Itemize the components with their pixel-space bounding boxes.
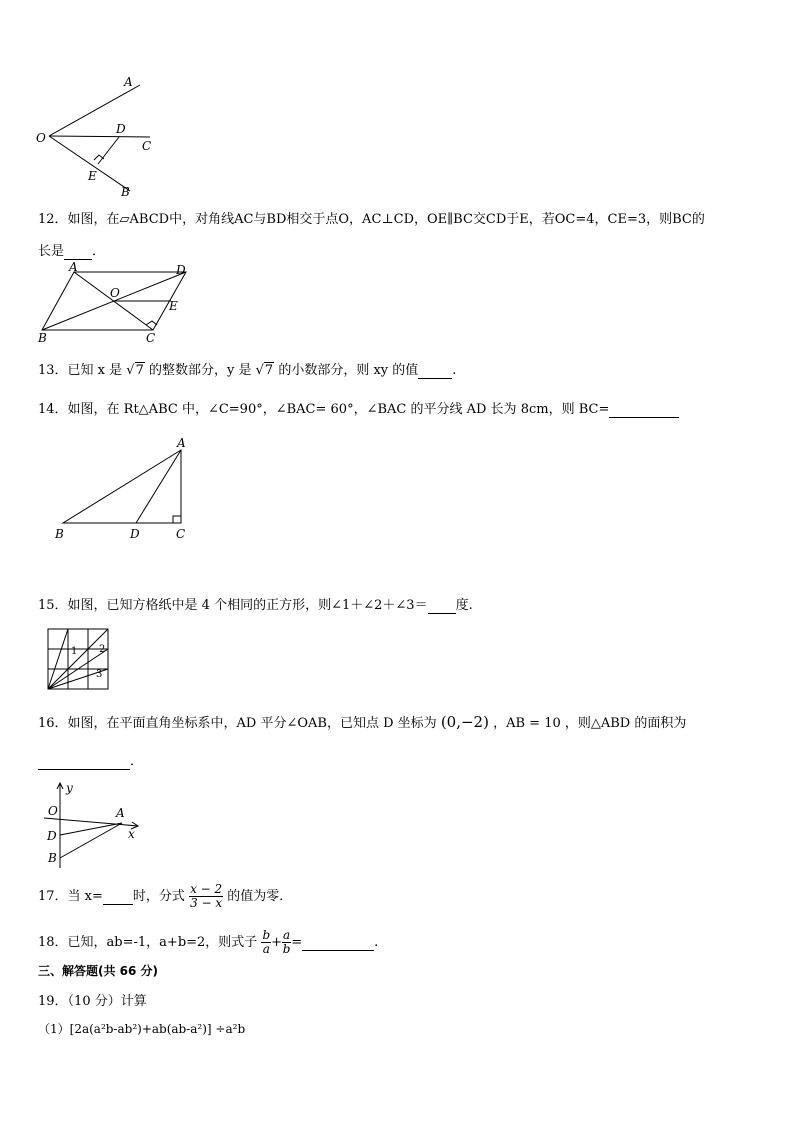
figure-right-triangle — [50, 435, 200, 545]
label-d: D — [47, 829, 57, 843]
figure-parallelogram — [34, 260, 194, 345]
q16-coord: (0,−2) — [440, 713, 489, 731]
q13-text-1: 13．已知 x 是 — [38, 363, 123, 378]
angle-label-1: 1 — [71, 646, 78, 657]
fraction-a-over-b — [282, 929, 291, 956]
equals-sign: = — [291, 935, 303, 950]
section-heading: 三、解答题(共 66 分) — [38, 964, 159, 978]
numerator: x − 2 — [190, 882, 223, 896]
q13-line — [38, 359, 456, 379]
q16-line2 — [38, 750, 143, 770]
q16-line1 — [38, 712, 686, 731]
figure-grid-angles — [46, 627, 112, 691]
q12-line1: 12．如图，在▱ABCD中，对角线AC与BD相交于点O，AC⊥CD，OE∥BC交CD于E，若OC=4，CE=3，则BC的 — [38, 212, 705, 227]
label-o: O — [110, 286, 120, 300]
label-d: D — [116, 122, 126, 136]
q18-text-1: 18．已知，ab=-1，a+b=2，则式子 — [38, 935, 258, 950]
q19-subquestion-1: （1）[2a(a²b-ab²)+ab(ab-a²)] ÷a²b — [38, 1022, 246, 1036]
q18-line — [38, 929, 378, 956]
angle-label-2: 2 — [99, 644, 106, 655]
q13-text-2: 的整数部分，y 是 — [149, 363, 252, 378]
q14-text: 14．如图，在 Rt△ABC 中，∠C=90°，∠BAC= 60°，∠BAC 的平分线 AD 长为 8cm，则 BC= — [38, 402, 610, 417]
label-b: B — [48, 851, 57, 865]
q18-end: . — [374, 935, 379, 950]
fraction — [189, 883, 223, 910]
sqrt-7: √7 — [255, 363, 274, 378]
sqrt-7: √7 — [126, 363, 144, 378]
numerator: b — [262, 928, 271, 942]
fraction-b-over-a — [261, 929, 271, 956]
q17-text-3: 的值为零． — [227, 889, 293, 904]
q16-text-1: 16．如图，在平面直角坐标系中，AD 平分∠OAB，已知点 D 坐标为 — [38, 716, 437, 731]
q18-answer-blank[interactable] — [302, 935, 374, 951]
q13-answer-blank[interactable] — [418, 363, 452, 379]
q19-title: 19．（10 分）计算 — [38, 994, 147, 1009]
q12-answer-blank[interactable] — [64, 244, 92, 260]
label-c: C — [142, 139, 152, 153]
label-d: D — [176, 263, 186, 277]
q12-line2 — [38, 240, 105, 260]
plus-sign: + — [271, 935, 283, 950]
label-x: x — [128, 827, 135, 841]
label-a: A — [124, 75, 133, 89]
q17-answer-blank[interactable] — [103, 889, 133, 905]
label-e: E — [169, 299, 178, 313]
label-b: B — [55, 527, 64, 541]
q13-text-3: 的小数部分，则 xy 的值 — [278, 363, 419, 378]
angle-label-3: 3 — [96, 669, 103, 680]
radicand: 7 — [264, 363, 274, 378]
radicand: 7 — [135, 363, 144, 378]
q14-answer-blank[interactable] — [609, 402, 679, 418]
figure-angle-aob — [30, 70, 160, 200]
q16-text-3: ． — [130, 754, 144, 769]
label-a: A — [177, 436, 186, 450]
q12-line2-post: ． — [92, 244, 106, 259]
q15-line — [38, 594, 473, 614]
numerator: a — [283, 928, 291, 942]
q15-answer-blank[interactable] — [428, 598, 456, 614]
label-a: A — [69, 260, 78, 274]
q14-line — [38, 398, 679, 418]
label-c: C — [146, 331, 156, 345]
q17-line — [38, 883, 292, 910]
q17-text-2: 时，分式 — [132, 889, 185, 904]
label-c: C — [176, 527, 186, 541]
denominator: b — [282, 942, 291, 956]
figure-coordinate-plane — [40, 778, 150, 870]
q17-text-1: 17．当 x= — [38, 889, 103, 904]
label-y: y — [66, 781, 73, 795]
label-o: O — [36, 131, 46, 145]
denominator: 3 − x — [190, 896, 223, 910]
q15-text: 15．如图，已知方格纸中是 4 个相同的正方形，则∠1＋∠2＋∠3＝ — [38, 598, 428, 613]
label-d: D — [130, 527, 140, 541]
denominator: a — [262, 942, 270, 956]
q15-text-end: 度. — [455, 598, 473, 613]
q12-line2-pre: 长是 — [38, 244, 65, 259]
label-e: E — [88, 169, 97, 183]
label-a: A — [116, 806, 125, 820]
label-b: B — [121, 185, 130, 199]
q16-text-2: ，AB = 10 ，则△ABD 的面积为 — [493, 716, 687, 731]
q13-text-4: . — [452, 363, 457, 378]
label-b: B — [38, 331, 47, 345]
label-o: O — [48, 804, 58, 818]
q16-answer-blank[interactable] — [38, 754, 130, 770]
